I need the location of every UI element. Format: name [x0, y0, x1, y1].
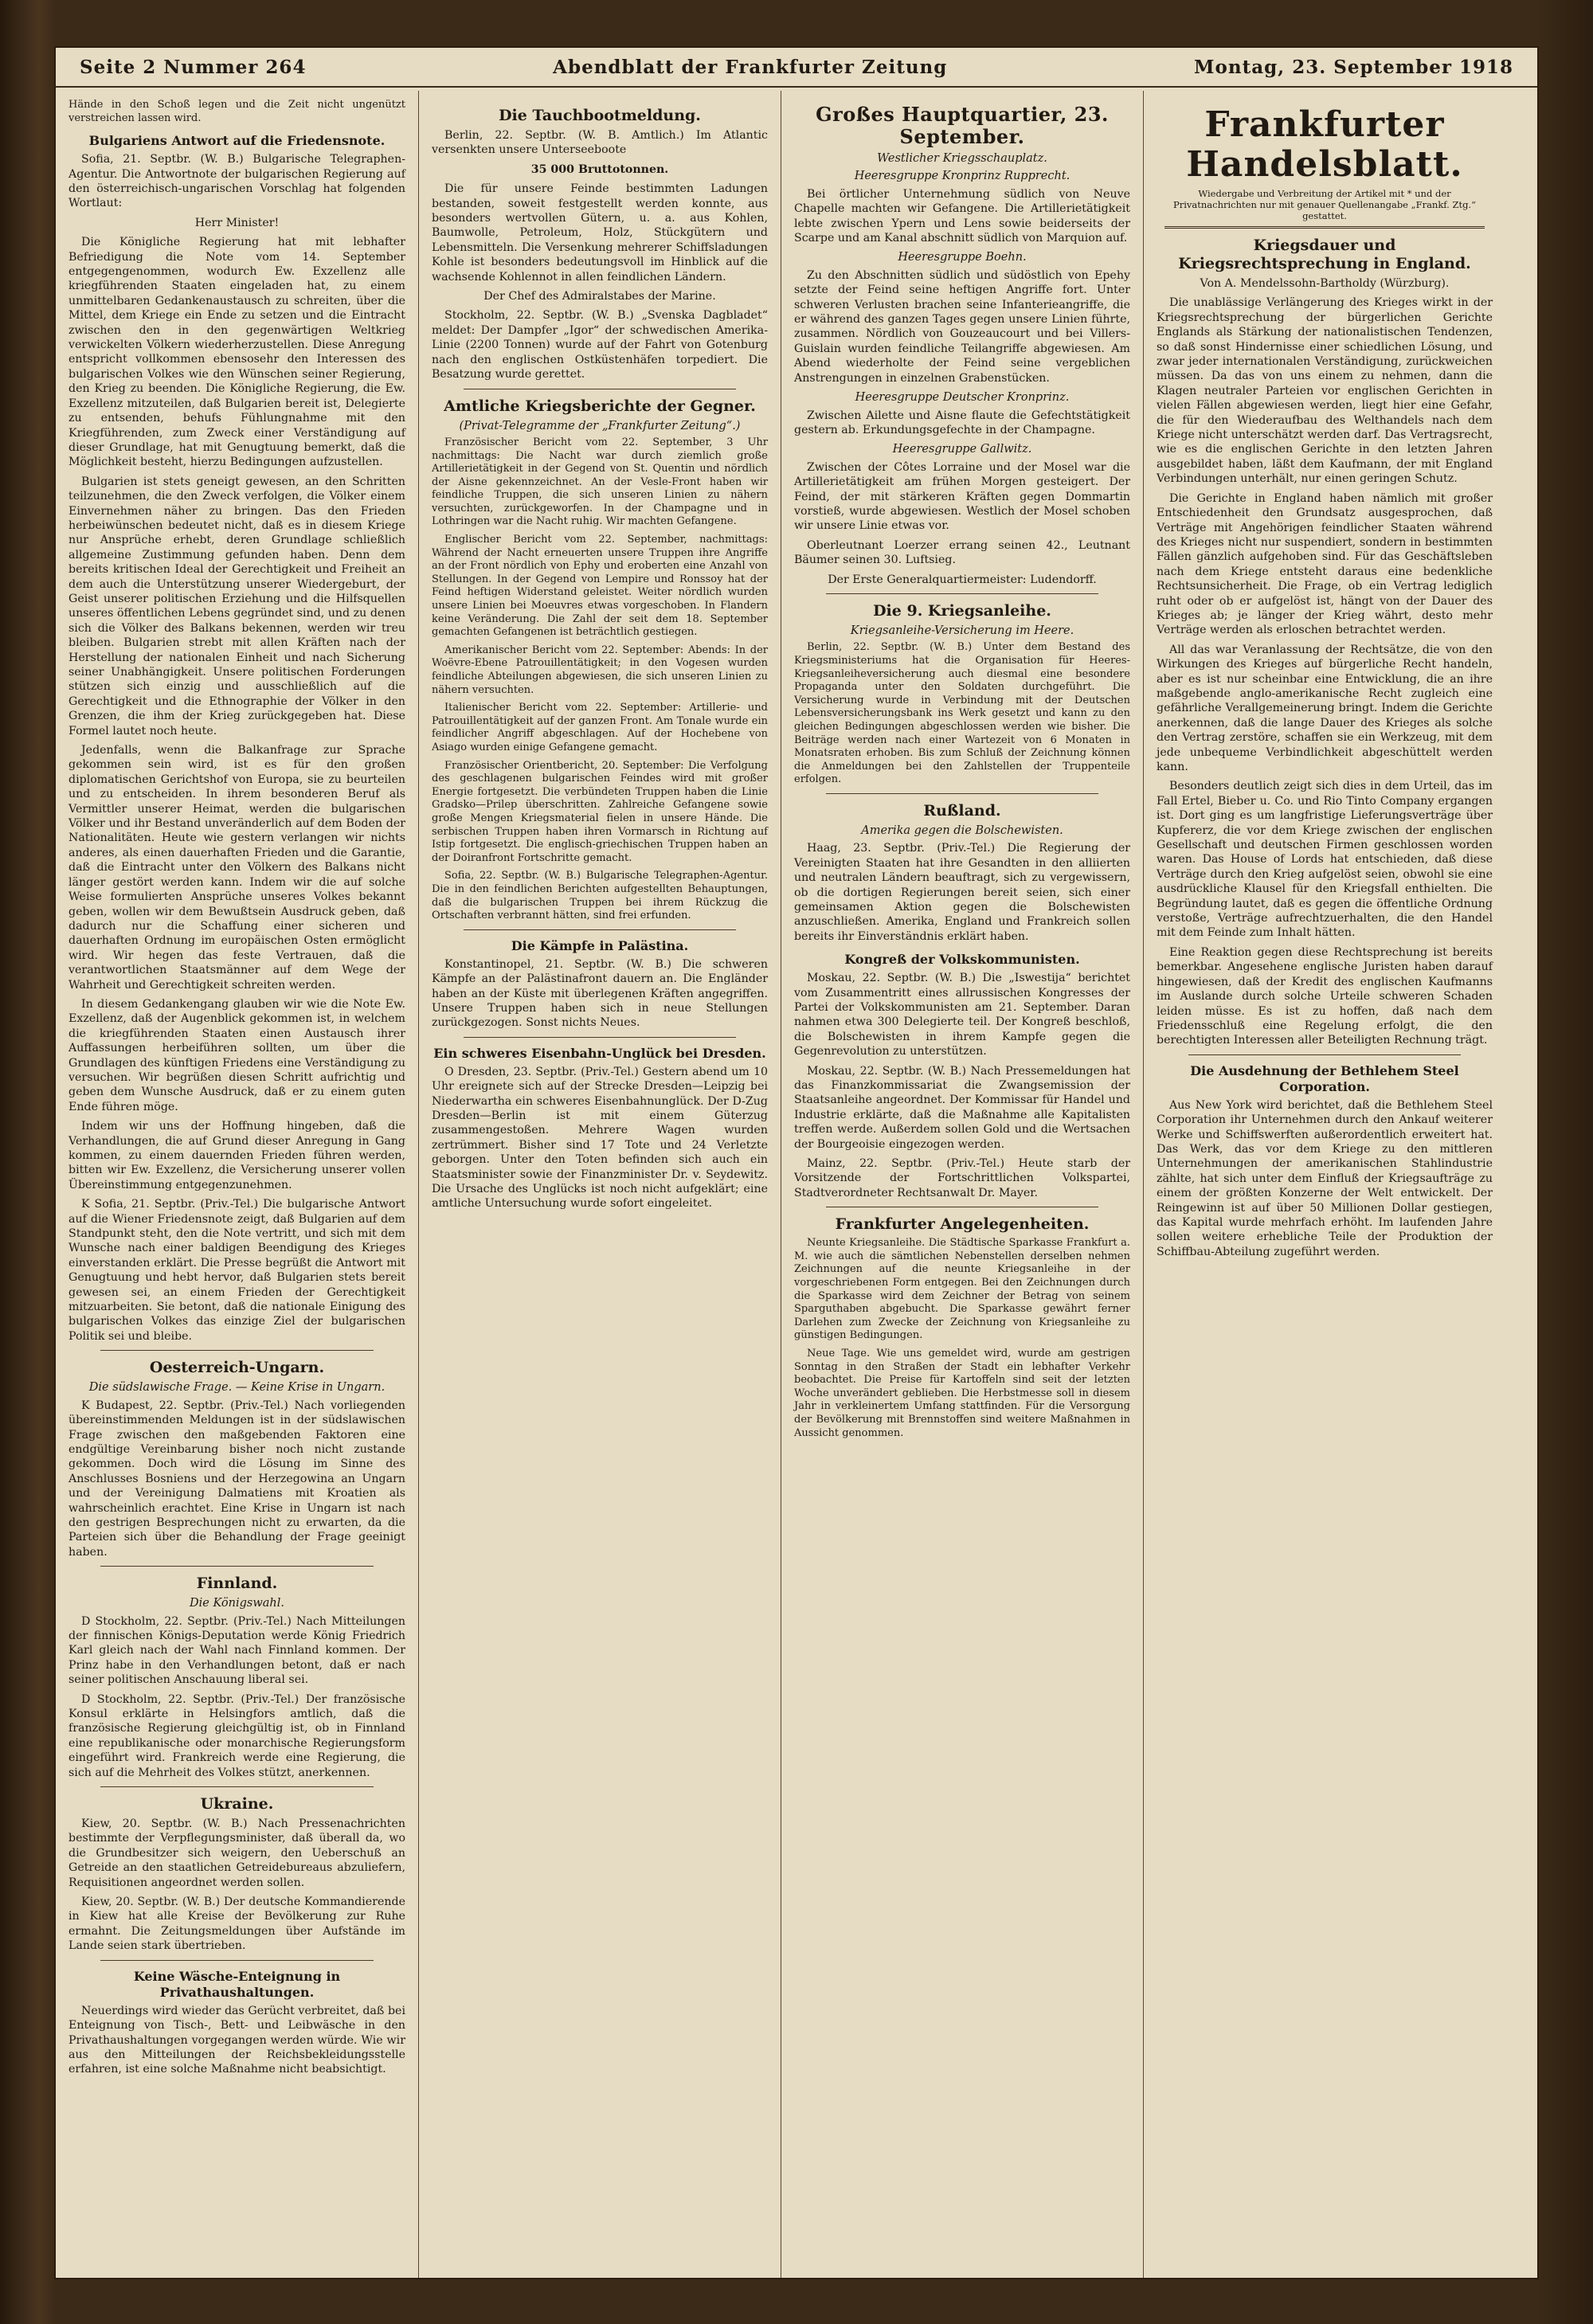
- article-paragraph: Die Königliche Regierung hat mit lebhafter Befriedigung die Note vom 14. September entgegengenommen, wodurch Ew. Exzellenz alle kriegführenden Staaten eingeladen hat, zu einem unmittelbaren Gedankenaustausch zu schreiten, über die Mittel, dem Kriege ein Ende zu setzen und die Eintracht zwischen den in den gegenwärtigen Weltkrieg verwickelten Völkern wiederherzustellen. Diese Anregung entspricht vollkommen ebensosehr den Interessen des bulgarischen Volkes wie den Wünschen seiner Regierung, den Krieg zu beenden. Die Königliche Regierung, die Ew. Exzellenz mitzuteilen, daß Bulgarien bereit ist, Delegierte zu entsenden, behufs Fühlungnahme mit den Kriegführenden, zum Zweck einer Verständigung auf dieser Grundlage, hat mit Genugtuung bemerkt, daß die Möglichkeit besteht, hierzu Bedingungen aufzustellen.: [68, 236, 405, 469]
- article-paragraph: Kiew, 20. Septbr. (W. B.) Nach Pressenachrichten bestimmte der Verpflegungsminister, daß überall da, wo die Grundbesitzer sich weigern, den Ueberschuß an Getreide an den staatlichen Getreidebureaus abzuliefern, Requisitionen angeordnet werden sollen.: [68, 1817, 405, 1889]
- article-paragraph: Die für unsere Feinde bestimmten Ladungen bestanden, soweit festgestellt werden konnte, aus besonders wertvollen Gütern, u. a. aus Kohlen, Baumwolle, Petroleum, Holz, Stückgütern und Lebensmitteln. Die Versenkung mehrerer Schiffsladungen Kohle ist besonders bedeutungsvoll im Hinblick auf die wachsende Kohlennot in allen feindlichen Ländern.: [432, 182, 768, 284]
- headline-kongress: Kongreß der Volkskommunisten.: [844, 952, 1080, 968]
- headline-bethlehem: Die Ausdehnung der Bethlehem Steel Corporation.: [1190, 1062, 1459, 1094]
- masthead: [56, 48, 1537, 88]
- signature: Der Erste Generalquartiermeister: Ludendorff.: [828, 573, 1097, 586]
- article-paragraph: Bulgarien ist stets geneigt gewesen, an den Schritten teilzunehmen, die den Zweck verfolgen, die Völker einem Einvernehmen näher zu bringen. Das den Frieden herbeiwünschen bedeutet nicht, daß es in diesem Kriege nur Ansprüche erhebt, deren Grundlage schließlich allgemeine Zustimmung gefunden haben. Denn dem bereits kritischen Ideal der Gerechtigkeit und Freiheit an dem auch die Unterstützung unserer Wiedergeburt, der Geist unserer politischen Erziehung und die Hilfsquellen unseres öffentlichen Lebens gegründet sind, und zu denen sich die Völker des Balkans bekennen, werden wir treu bleiben. Bulgarien strebt mit allen Kräften nach der Herstellung der nationalen Einheit und nach Sicherung seiner Unabhängigkeit. Unsere politischen Forderungen stützen sich einzig und ausschließlich auf die Gerechtigkeit und die Ethnographie der Völker in den Grenzen, die ihm der Krieg zurückgegeben hat. Diese Formel lautet noch heute.: [68, 475, 405, 737]
- divider: [1164, 226, 1485, 229]
- article-paragraph: Englischer Bericht vom 22. September, nachmittags: Während der Nacht erneuerten unsere Truppen ihre Angriffe an der Front nördlich von Ephy und eroberten eine Anzahl von Stellungen. In der Gegend von Lempire und Ronssoy hat der Feind heftigen Widerstand geleistet. Weiter nördlich wurden unsere Linien bei Moeuvres etwas vorgeschoben. In Flandern keine Veränderung. Die Zahl der seit dem 18. September gemachten Gefangenen ist beträchtlich gestiegen.: [432, 534, 768, 639]
- article-paragraph: Oberleutnant Loerzer errang seinen 42., Leutnant Bäumer seinen 30. Luftsieg.: [794, 538, 1130, 567]
- tonnage-figure: 35 000 Bruttotonnen.: [530, 162, 669, 176]
- headline-ukraine: Ukraine.: [200, 1795, 274, 1813]
- subheadline: Heeresgruppe Gallwitz.: [892, 443, 1032, 456]
- headline-palaestina: Die Kämpfe in Palästina.: [511, 937, 689, 953]
- article-paragraph: Moskau, 22. Septbr. (W. B.) Die „Iswestija“ berichtet vom Zusammentritt eines allrussischen Kongresses der Partei der Volkskommunisten am 21. September. Daran nahmen etwa 300 Delegierte teil. Der Kongreß beschloß, die Bolschewisten in ihrem Kampfe gegen die Gegenrevolution zu unterstützen.: [794, 972, 1130, 1058]
- article-paragraph: Die unablässige Verlängerung des Krieges wirkt in der Kriegsrechtsprechung der bürgerlichen Gerichte Englands als Stärkung der nationalistischen Tendenzen, so daß sonst Hindernisse einer schiedlichen Lösung, und zwar jeder internationalen Verständigung, zurückweichen müssen. Da das von uns einem zu nehmen, dann die Klagen neutraler Parteien vor englischen Gerichten in vielen Fällen abgewiesen werden, liegt hier eine Gefahr, die für den Wiederaufbau des Welthandels nach dem Kriege nicht unterschätzt werden darf. Das Vertragsrecht, wie es die englischen Gerichte in den letzten Jahren ausgebildet haben, läßt dem Kaufmann, der mit England Verbindungen unterhält, nur einen geringen Schutz.: [1157, 296, 1493, 486]
- article-paragraph: Aus New York wird berichtet, daß die Bethlehem Steel Corporation ihr Unternehmen durch den Ankauf weiterer Werke und Schiffswerften außerordentlich erweitert hat. Das Werk, das vor dem Kriege zu den mittleren Unternehmungen der amerikanischen Stahlindustrie zählte, hat sich unter dem Einfluß der Kriegsaufträge zu einem der größten Konzerne der Welt entwickelt. Der Reingewinn ist auf über 50 Millionen Dollar gestiegen, das Kapital wurde mehrfach erhöht. Im laufenden Jahre sollen weitere erhebliche Teile der Produktion der Schiffbau-Abteilung zugeführt werden.: [1157, 1098, 1493, 1258]
- newspaper-page: [56, 48, 1537, 2278]
- article-paragraph: Stockholm, 22. Septbr. (W. B.) „Svenska Dagbladet“ meldet: Der Dampfer „Igor“ der schwedischen Amerika-Linie (2200 Tonnen) wurde auf der Fahrt von Gotenburg nach den englischen Ostküstenhäfen torpediert. Die Besatzung wurde gerettet.: [432, 309, 768, 381]
- headline-waesche: Keine Wäsche-Enteignung in Privathaushaltungen.: [133, 1968, 341, 2000]
- subheadline: Heeresgruppe Kronprinz Rupprecht.: [854, 170, 1070, 183]
- headline-kriegsberichte: Amtliche Kriegsberichte der Gegner.: [444, 397, 756, 415]
- divider: [464, 1037, 736, 1038]
- article-paragraph: Indem wir uns der Hoffnung hingeben, daß die Verhandlungen, die auf Grund dieser Anregung in Gang kommen, zu einem dauernden Frieden führen werden, bitten wir Ew. Exzellenz, die Versicherung unserer vollen Übereinstimmung entgegenzunehmen.: [68, 1120, 405, 1191]
- article-paragraph: Die Gerichte in England haben nämlich mit großer Entschiedenheit den Grundsatz ausgesprochen, daß Verträge mit Angehörigen feindlicher Staaten während des Krieges nicht nur suspendiert, sondern in bestimmten Fällen gänzlich aufgehoben sind. Für das Geschäftsleben nach dem Kriege entsteht daraus eine bedenkliche Rechtsunsicherheit. Die Frage, ob ein Vertrag lediglich ruht oder ob er aufgelöst ist, hängt von der Dauer des Krieges ab; je länger der Krieg währt, desto mehr Verträge werden als erloschen betrachtet werden.: [1157, 491, 1493, 637]
- article-paragraph: Berlin, 22. Septbr. (W. B. Amtlich.) Im Atlantic versenkten unsere Unterseeboote: [432, 129, 768, 157]
- headline-kriegsdauer: Kriegsdauer und Kriegsrechtsprechung in England.: [1178, 237, 1471, 272]
- headline-oesterreich: Oesterreich-Ungarn.: [149, 1359, 325, 1377]
- article-paragraph: Neunte Kriegsanleihe. Die Städtische Sparkasse Frankfurt a. M. wie auch die sämtlichen Nebenstellen derselben nehmen Zeichnungen auf die neunte Kriegsanleihe in der vorgeschriebenen Form entgegen. Bei den Zeichnungen durch die Sparkasse wird dem Zeichner der Betrag von seinem Sparguthaben abgebucht. Die Sparkasse gewährt ferner Darlehen zum Zwecke der Zeichnung von Kriegsanleihe zu günstigen Bedingungen.: [794, 1237, 1130, 1342]
- article-paragraph: Haag, 23. Septbr. (Priv.-Tel.) Die Regierung der Vereinigten Staaten hat ihre Gesandten in den alliierten und neutralen Ländern beauftragt, sich zu vergewissern, ob die dortigen Regierungen bereit seien, sich einer gemeinsamen Aktion gegen die Bolschewisten anzuschließen. Amerika, England und Frankreich sollen bereits ihr Einverständnis erklärt haben.: [794, 842, 1130, 943]
- article-paragraph: Neue Tage. Wie uns gemeldet wird, wurde am gestrigen Sonntag in den Straßen der Stadt ein lebhafter Verkehr beobachtet. Die Preise für Kartoffeln sind seit der letzten Woche unverändert geblieben. Die Herbstmesse soll in diesem Jahr in verkleinertem Umfang stattfinden. Für die Versorgung der Bevölkerung mit Brennstoffen sind weitere Maßnahmen in Aussicht genommen.: [794, 1348, 1130, 1439]
- subheadline: Heeresgruppe Boehn.: [898, 251, 1027, 264]
- intro-text: Hände in den Schoß legen und die Zeit nicht ungenützt verstreichen lassen wird.: [68, 99, 405, 124]
- article-paragraph: Bei örtlicher Unternehmung südlich von Neuve Chapelle machten wir Gefangene. Die Artillerietätigkeit lebte zwischen Ypern und Lens sowie beiderseits der Scarpe und am Kanal abschnitt südlich von Marquion auf.: [794, 187, 1130, 245]
- article-paragraph: Italienischer Bericht vom 22. September: Artillerie- und Patrouillentätigkeit auf der ganzen Front. Am Tonale wurde ein feindlicher Angriff abgeschlagen. Auf der Hochebene von Asiago wurden einige Gefangene gemacht.: [432, 702, 768, 753]
- page-number: Seite 2 Nummer 264: [80, 56, 307, 78]
- article-paragraph: Moskau, 22. Septbr. (W. B.) Nach Pressemeldungen hat das Finanzkommissariat die Zwangsemission der Staatsanleihe angeordnet. Der Kommissar für Handel und Industrie erklärte, daß die Maßnahme alle Kapitalisten treffen werde. Außerdem sollen Gold und die Wertsachen der Bourgeoisie eingezogen werden.: [794, 1064, 1130, 1151]
- subheadline: Kriegsanleihe-Versicherung im Heere.: [850, 624, 1074, 637]
- divider: [100, 1350, 374, 1351]
- article-paragraph: Französischer Orientbericht, 20. September: Die Verfolgung des geschlagenen bulgarischen Feindes wird mit großer Energie fortgesetzt. Die verbündeten Truppen haben die Linie Gradsko—Prilep überschritten. Zahlreiche Gefangene sowie große Mengen Kriegsmaterial fielen in unsere Hände. Die serbischen Truppen haben ihren Vormarsch in Richtung auf Istip fortgesetzt. Die englisch-griechischen Truppen haben an der Doiranfront Fortschritte gemacht.: [432, 759, 768, 864]
- article-paragraph: Zu den Abschnitten südlich und südöstlich von Epehy setzte der Feind seine heftigen Angriffe fort. Unter schweren Verlusten brachen seine Infanterieangriffe, die er während des ganzen Tages gegen unsere Linien führte, zusammen. Nördlich von Gouzeaucourt und bei Villers-Guislain wurden feindliche Teilangriffe abgewiesen. Am Abend wiederholte der Feind seine vergeblichen Anstrengungen in einzelnen Grabenstücken.: [794, 268, 1130, 385]
- subheadline: Amerika gegen die Bolschewisten.: [861, 824, 1063, 837]
- article-paragraph: All das war Veranlassung der Rechtsätze, die von den Wirkungen des Krieges auf bürgerliche Recht handeln, aber es ist nur scheinbar eine Entwicklung, die an ihre maßgebende anglo-amerikanische Recht zugleich eine gefährliche Verallgemeinerung bringt. Indem die Gerichte anerkennen, daß die lange Dauer des Krieges als solche den Vertrag zerstöre, schaffen sie ein Werkzeug, mit dem jede unbequeme Verbindlichkeit abgeschüttelt werden kann.: [1157, 643, 1493, 773]
- subheadline: Heeresgruppe Deutscher Kronprinz.: [855, 391, 1070, 405]
- article-paragraph: D Stockholm, 22. Septbr. (Priv.-Tel.) Der französische Konsul erklärte in Helsingfors amtlich, daß die französische Regierung gleichgültig ist, ob in Finnland eine republikanische oder monarchische Regierungsform eingeführt wird. Frankreich werde eine Regierung, die sich auf die Mehrheit des Volkes stützt, anerkennen.: [68, 1692, 405, 1779]
- signature: Der Chef des Admiralstabes der Marine.: [483, 290, 716, 303]
- article-paragraph: Mainz, 22. Septbr. (Priv.-Tel.) Heute starb der Vorsitzende der Fortschrittlichen Volkspartei, Stadtverordneter Rechtsanwalt Dr. Mayer.: [794, 1157, 1130, 1199]
- article-paragraph: Amerikanischer Bericht vom 22. September: Abends: In der Woëvre-Ebene Patrouillentätigkeit; in den Vogesen wurden feindliche Abteilungen abgewiesen, die sich unseren Linien zu nähern versuchten.: [432, 644, 768, 696]
- issue-date: Montag, 23. September 1918: [1194, 56, 1513, 78]
- article-paragraph: Besonders deutlich zeigt sich dies in dem Urteil, das im Fall Ertel, Bieber u. Co. und Rio Tinto Company ergangen ist. Dort ging es um langfristige Lieferungsverträge über Kupfererz, die vor dem Kriege zwischen der englischen Gesellschaft und deutschen Firmen geschlossen worden waren. Das House of Lords hat entschieden, daß diese Verträge durch den Krieg aufgelöst seien, obwohl sie eine ausdrückliche Klausel für den Kriegsfall enthielten. Die Begründung lautet, daß es gegen die öffentliche Ordnung verstoße, Verträge aufrechtzuerhalten, die den Handel mit dem Feinde zum Inhalt hätten.: [1157, 780, 1493, 940]
- headline-hauptquartier: Großes Hauptquartier, 23. September.: [816, 103, 1109, 148]
- divider: [100, 1960, 374, 1961]
- divider: [826, 593, 1098, 594]
- article-paragraph: Französischer Bericht vom 22. September, 3 Uhr nachmittags: Die Nacht war durch ziemlich große Artillerietätigkeit in der Gegend von St. Quentin und nördlich der Aisne gekennzeichnet. An der Vesle-Front haben wir feindliche Truppen, die sich unseren Linien zu nähern versuchten, zurückgeworfen. In der Champagne und in Lothringen war die Nacht ruhig. Wir machten Gefangene.: [432, 436, 768, 528]
- article-paragraph: Berlin, 22. Septbr. (W. B.) Unter dem Bestand des Kriegsministeriums hat die Organisation für Heeres-Kriegsanleiheversicherung auch diesmal eine besondere Propaganda unter den Soldaten durchgeführt. Die Versicherung wurde in Verbindung mit der Deutschen Lebensversicherungsbank ins Werk gesetzt und kann zu den gleichen Bedingungen abgeschlossen werden wie bisher. Die Beiträge werden nach einer Wartezeit von 6 Monaten in Monatsraten erhoben. Bis zum Schluß der Zeichnung können die Anmeldungen bei den Zahlstellen der Truppenteile erfolgen.: [794, 641, 1130, 786]
- article-paragraph: Jedenfalls, wenn die Balkanfrage zur Sprache gekommen sein wird, ist es für den großen diplomatischen Gerichtshof von Europa, sie zu beurteilen und zu entscheiden. In ihrem besonderen Beruf als Vermittler unserer Heimat, werden die bulgarischen Völker und ihr Bestand unveränderlich auf dem Boden der Nationalitäten. Heute wie gestern verlangen wir nichts anderes, als einen dauerhaften Frieden und die Garantie, daß die Eintracht unter den Völkern des Balkans nicht länger gestört werden kann. Indem wir die auf solche Weise formulierten Ansprüche unseres Volkes bekannt geben, wollen wir dem Bewußtsein Ausdruck geben, daß dadurch nur die Schaffung einer sicheren und dauerhaften Ordnung im europäischen Osten ermöglicht wird. Wir hegen das feste Vertrauen, daß die verantwortlichen Staatsmänner auf dem Wege der Wahrheit und Gerechtigkeit schreiten werden.: [68, 744, 405, 992]
- headline-tauchboot: Die Tauchbootmeldung.: [499, 107, 701, 124]
- subheadline: (Privat-Telegramme der „Frankfurter Zeitung“.): [459, 419, 741, 432]
- newspaper-name: Abendblatt der Frankfurter Zeitung: [553, 56, 948, 78]
- column-4: [1143, 91, 1505, 2278]
- headline-kriegsanleihe: Die 9. Kriegsanleihe.: [873, 601, 1051, 620]
- section-title-handelsblatt: Frankfurter Handelsblatt.: [1186, 104, 1463, 185]
- article-paragraph: Neuerdings wird wieder das Gerücht verbreitet, daß bei Enteignung von Tisch-, Bett- und Leibwäsche in den Privathaushaltungen vorgegangen werden würde. Wie wir aus den Mitteilungen der Reichsbekleidungsstelle erfahren, ist eine solche Maßnahme nicht beabsichtigt.: [68, 2004, 405, 2076]
- reprint-notice: Wiedergabe und Verbreitung der Artikel mit * und der Privatnachrichten nur mit genauer Quellenangabe „Frankf. Ztg.“ gestattet.: [1173, 188, 1476, 221]
- article-paragraph: Konstantinopel, 21. Septbr. (W. B.) Die schweren Kämpfe an der Palästinafront dauern an. Die Engländer haben an der Küste mit überlegenen Kräften angegriffen. Unsere Truppen haben sich in neue Stellungen zurückgezogen. Sonst nichts Neues.: [432, 957, 768, 1030]
- column-2: [418, 91, 781, 2278]
- article-paragraph: Kiew, 20. Septbr. (W. B.) Der deutsche Kommandierende in Kiew hat alle Kreise der Bevölkerung zur Ruhe ermahnt. Die Zeitungsmeldungen über Aufstände im Lande seien stark übertrieben.: [68, 1896, 405, 1953]
- article-paragraph: Zwischen der Côtes Lorraine und der Mosel war die Artillerietätigkeit am frühen Morgen gesteigert. Der Feind, der mit stärkeren Kräften gegen Dommartin vorstieß, wurde abgewiesen. Westlich der Mosel schoben wir unsere Linie etwas vor.: [794, 460, 1130, 533]
- subheadline: Westlicher Kriegsschauplatz.: [877, 152, 1047, 165]
- headline-russland: Rußland.: [923, 801, 1001, 820]
- article-paragraph: Sofia, 22. Septbr. (W. B.) Bulgarische Telegraphen-Agentur. Die in den feindlichen Berichten aufgestellten Behauptungen, daß die bulgarischen Truppen bei ihrem Rückzug die Ortschaften verbrannt hätten, sind frei erfunden.: [432, 870, 768, 922]
- divider: [1188, 1054, 1461, 1055]
- column-3: [781, 91, 1143, 2278]
- article-paragraph: K Budapest, 22. Septbr. (Priv.-Tel.) Nach vorliegenden übereinstimmenden Meldungen ist in der südslawischen Frage zwischen den maßgebenden Faktoren eine endgültige Vereinbarung bisher noch nicht zustande gekommen. Doch wird die Lösung im Sinne des Anschlusses Bosniens und der Herzegowina an Ungarn und der Vereinigung Dalmatiens mit Kroatien als wahrscheinlich erachtet. Eine Krise in Ungarn ist nach den gestrigen Besprechungen nicht zu erwarten, da die Parteien sich über die Behandlung der Frage geeinigt haben.: [68, 1399, 405, 1559]
- divider: [464, 929, 736, 930]
- divider: [826, 793, 1098, 794]
- page-edge-background: [1537, 0, 1593, 2324]
- column-1: [56, 91, 418, 2278]
- article-paragraph: K Sofia, 21. Septbr. (Priv.-Tel.) Die bulgarische Antwort auf die Wiener Friedensnote zeigt, daß Bulgarien auf dem Standpunkt steht, den die Note vertritt, und sich mit dem Wunsche nach einer baldigen Beendigung des Krieges einverstanden erklärt. Die Presse begrüßt die Antwort mit Genugtuung und hebt hervor, daß Bulgarien stets bereit gewesen sei, an einem Frieden der Gerechtigkeit mitzuarbeiten. Sie betont, daß die nationale Einigung des bulgarischen Volkes das einzige Ziel der bulgarischen Politik sei und bleibe.: [68, 1198, 405, 1343]
- headline-dresden: Ein schweres Eisenbahn-Unglück bei Dresden.: [433, 1045, 766, 1061]
- subheadline: Die Königswahl.: [190, 1597, 284, 1610]
- divider: [100, 1566, 374, 1567]
- article-paragraph: Zwischen Ailette und Aisne flaute die Gefechtstätigkeit gestern ab. Erkundungsgefechte in der Champagne.: [794, 409, 1130, 436]
- binding-spine: [0, 0, 56, 2324]
- subheadline: Die südslawische Frage. — Keine Krise in Ungarn.: [88, 1381, 386, 1395]
- columns: [56, 91, 1537, 2278]
- headline-finnland: Finnland.: [196, 1575, 278, 1593]
- article-paragraph: Sofia, 21. Septbr. (W. B.) Bulgarische Telegraphen-Agentur. Die Antwortnote der bulgarischen Regierung auf den österreichisch-ungarischen Vorschlag hat folgenden Wortlaut:: [68, 153, 405, 210]
- divider: [100, 1786, 374, 1787]
- headline-frankfurt: Frankfurter Angelegenheiten.: [835, 1215, 1090, 1234]
- salutation: Herr Minister!: [194, 216, 280, 229]
- article-paragraph: D Stockholm, 22. Septbr. (Priv.-Tel.) Nach Mitteilungen der finnischen Königs-Deputation werde König Friedrich Karl gleich nach der Wahl nach Finnland kommen. Der Prinz habe in den Verhandlungen betont, daß er nach seiner politischen Anschauung liberal sei.: [68, 1614, 405, 1687]
- headline-bulgarien: Bulgariens Antwort auf die Friedensnote.: [88, 133, 386, 149]
- article-paragraph: Eine Reaktion gegen diese Rechtsprechung ist bereits bemerkbar. Angesehene englische Juristen haben darauf hingewiesen, daß der Kredit des englischen Kaufmanns im Auslande durch solche Urteile schweren Schaden leiden müsse. Es ist zu hoffen, daß nach dem Friedensschluß eine Regelung erfolgt, die den berechtigten Interessen aller Beteiligten Rechnung trägt.: [1157, 945, 1493, 1047]
- byline: Von A. Mendelssohn-Bartholdy (Würzburg).: [1200, 277, 1450, 290]
- article-paragraph: O Dresden, 23. Septbr. (Priv.-Tel.) Gestern abend um 10 Uhr ereignete sich auf der Strecke Dresden—Leipzig bei Niederwartha ein schweres Eisenbahnunglück. Der D-Zug Dresden—Berlin ist mit einem Güterzug zusammengestoßen. Mehrere Wagen wurden zertrümmert. Bisher sind 17 Tote und 24 Verletzte geborgen. Unter den Toten befinden sich auch ein Staatsminister sowie der Finanzminister Dr. v. Seydewitz. Die Ursache des Unglücks ist noch nicht aufgeklärt; eine amtliche Untersuchung wurde sofort eingeleitet.: [432, 1065, 768, 1211]
- article-paragraph: In diesem Gedankengang glauben wir wie die Note Ew. Exzellenz, daß der Augenblick gekommen ist, in welchem die kriegführenden Staaten einen Austausch ihrer Auffassungen herbeiführen sollten, um über die Grundlagen des künftigen Friedens eine Verständigung zu versuchen. Wir begrüßen diesen Schritt aufrichtig und geben dem Wunsche Ausdruck, daß er zu einem guten Ende führen möge.: [68, 997, 405, 1113]
